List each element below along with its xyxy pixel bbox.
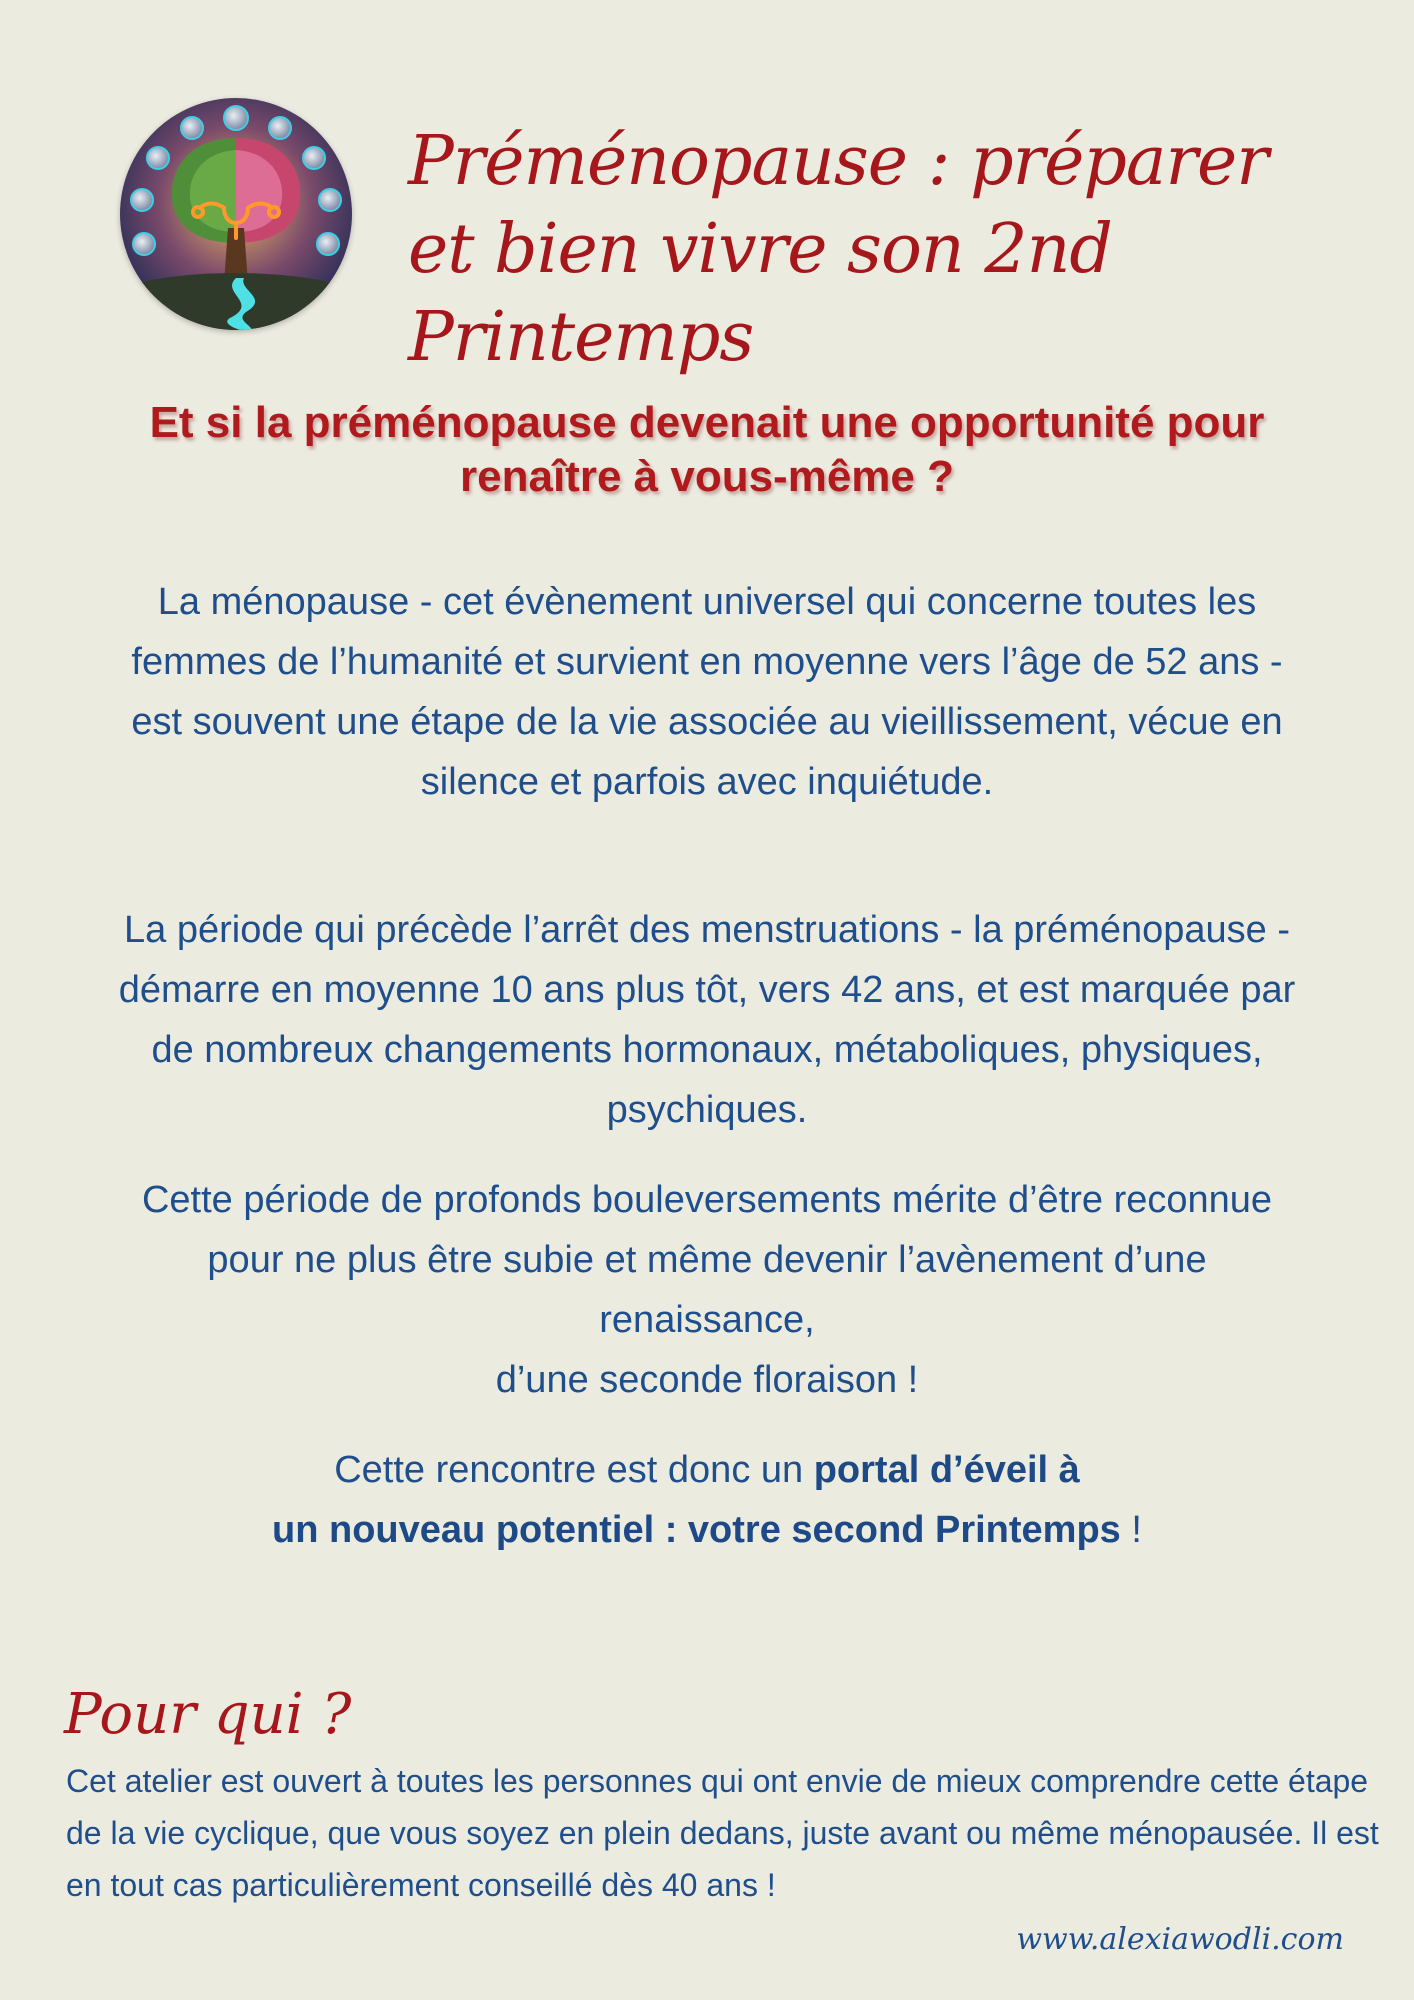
paragraph-portal-bold2: un nouveau potentiel : votre second Printemps xyxy=(272,1509,1121,1551)
paragraph-portal-intro: Cette rencontre est donc un xyxy=(334,1449,814,1491)
tree-uterus-moon-phases-icon xyxy=(120,98,352,330)
paragraph-menopause: La ménopause - cet évènement universel qui concerne toutes les femmes de l’humanité et survient en moyenne vers l’âge de 52 ans - est souvent une étape de la vie associée au vieillissement, vécue en silence et parfois avec inquiétude. xyxy=(131,581,1283,803)
paragraph-portal-end: ! xyxy=(1120,1509,1142,1551)
paragraph-premenopause: La période qui précède l’arrêt des menstruations - la préménopause - démarre en moyenne 10 ans plus tôt, vers 42 ans, et est marquée par de nombreux changements hormonaux, métaboliques, physiques, psychiques. xyxy=(118,909,1296,1131)
website-link[interactable]: www.alexiawodli.com xyxy=(1016,1922,1344,1957)
pour-qui-text: Cet atelier est ouvert à toutes les personnes qui ont envie de mieux comprendre cette étape de la vie cyclique, que vous soyez en plein dedans, juste avant ou même ménopausée. Il est en tout cas particulièrement conseillé dès 40 ans ! xyxy=(66,1763,1379,1903)
paragraph-renaissance-line2: d’une seconde floraison ! xyxy=(495,1359,919,1401)
subtitle-question: Et si la préménopause devenait une opportunité pour renaître à vous-même ? xyxy=(149,398,1265,501)
page-title: Préménopause : préparer et bien vivre son 2nd Printemps xyxy=(408,122,1268,377)
paragraph-portal xyxy=(110,1440,1304,1560)
pour-qui-heading: Pour qui ? xyxy=(64,1682,352,1747)
paragraph-renaissance xyxy=(110,1170,1304,1410)
paragraph-portal-bold1: portal d’éveil à xyxy=(813,1449,1080,1491)
paragraph-renaissance-line1: Cette période de profonds bouleversements mérite d’être reconnue pour ne plus être subie et même devenir l’avènement d’une renaissance, xyxy=(141,1179,1273,1341)
